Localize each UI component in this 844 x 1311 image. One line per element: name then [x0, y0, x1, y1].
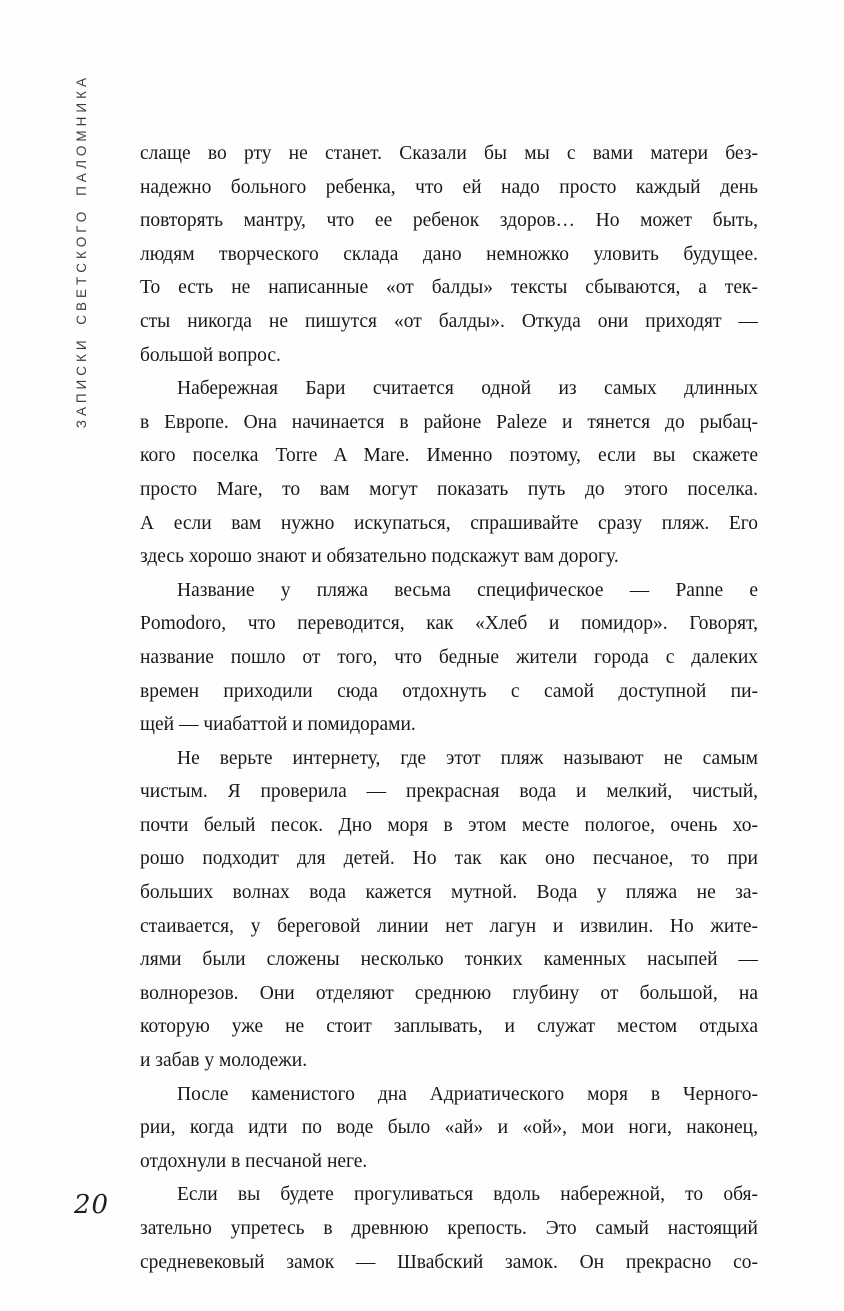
- text-line: надежно больного ребенка, что ей надо просто каждый день: [140, 176, 758, 198]
- paragraph: [140, 1078, 758, 1179]
- text-line: То есть не написанные «от балды» тексты сбываются, а тек-: [140, 277, 758, 299]
- text-line: Pomodoro, что переводится, как «Хлеб и помидор». Говорят,: [140, 613, 758, 635]
- text-line: лями были сложены несколько тонких каменных насыпей —: [140, 949, 758, 971]
- running-head-vertical: [74, 74, 89, 474]
- text-line: Название у пляжа весьма специфическое — Panne e: [177, 579, 758, 601]
- text-line: стаивается, у береговой линии нет лагун и извилин. Но жите-: [140, 915, 758, 937]
- text-line: средневековый замок — Швабский замок. Он прекрасно со-: [140, 1251, 758, 1273]
- text-line: больших волнах вода кажется мутной. Вода у пляжа не за-: [140, 882, 758, 904]
- text-line: отдохнули в песчаной неге.: [140, 1150, 368, 1172]
- text-line: слаще во рту не станет. Сказали бы мы с вами матери без-: [140, 143, 758, 164]
- text-line: большой вопрос.: [140, 344, 281, 366]
- text-line: и забав у молодежи.: [140, 1050, 308, 1072]
- text-line: Если вы будете прогуливаться вдоль набережной, то обя-: [177, 1184, 758, 1206]
- body-text: [140, 137, 758, 1279]
- text-line: щей — чиабаттой и помидорами.: [140, 714, 416, 736]
- text-line: волнорезов. Они отделяют среднюю глубину от большой, на: [140, 982, 758, 1004]
- paragraph: [140, 574, 758, 742]
- text-line: После каменистого дна Адриатического моря в Черного-: [177, 1083, 758, 1105]
- text-line: чистым. Я проверила — прекрасная вода и мелкий, чистый,: [140, 781, 758, 803]
- text-line: А если вам нужно искупаться, спрашивайте сразу пляж. Его: [140, 512, 758, 534]
- text-line: времен приходили сюда отдохнуть с самой доступной пи-: [140, 680, 758, 702]
- text-line: просто Mare, то вам могут показать путь до этого поселка.: [140, 478, 758, 500]
- text-line: Набережная Бари считается одной из самых длинных: [177, 378, 758, 400]
- paragraph: [140, 137, 758, 372]
- text-line: рии, когда идти по воде было «ай» и «ой», мои ноги, наконец,: [140, 1117, 758, 1139]
- text-line: рошо подходит для детей. Но так как оно песчаное, то при: [140, 848, 758, 870]
- paragraph: [140, 742, 758, 1078]
- text-line: почти белый песок. Дно моря в этом месте пологое, очень хо-: [140, 814, 758, 836]
- text-line: людям творческого склада дано немножко уловить будущее.: [140, 243, 758, 265]
- text-line: название пошло от того, что бедные жители города с далеких: [140, 646, 758, 668]
- paragraph: [140, 1178, 758, 1279]
- paragraph: [140, 372, 758, 574]
- book-title-sidebar: ЗАПИСКИ СВЕТСКОГО ПАЛОМНИКА: [74, 74, 89, 429]
- text-line: в Европе. Она начинается в районе Paleze и тянется до рыбац-: [140, 411, 758, 433]
- text-line: Не верьте интернету, где этот пляж называют не самым: [177, 747, 758, 769]
- text-line: которую уже не стоит заплывать, и служат местом отдыха: [140, 1016, 758, 1038]
- text-line: кого поселка Torre A Mare. Именно поэтому, если вы скажете: [140, 445, 758, 467]
- text-line: повторять мантру, что ее ребенок здоров… Но может быть,: [140, 210, 758, 232]
- text-line: зательно упретесь в древнюю крепость. Это самый настоящий: [140, 1218, 758, 1239]
- text-line: сты никогда не пишутся «от балды». Откуда они приходят —: [140, 310, 758, 332]
- text-line: здесь хорошо знают и обязательно подскажут вам дорогу.: [140, 546, 619, 568]
- page-number: 20: [74, 1190, 110, 1220]
